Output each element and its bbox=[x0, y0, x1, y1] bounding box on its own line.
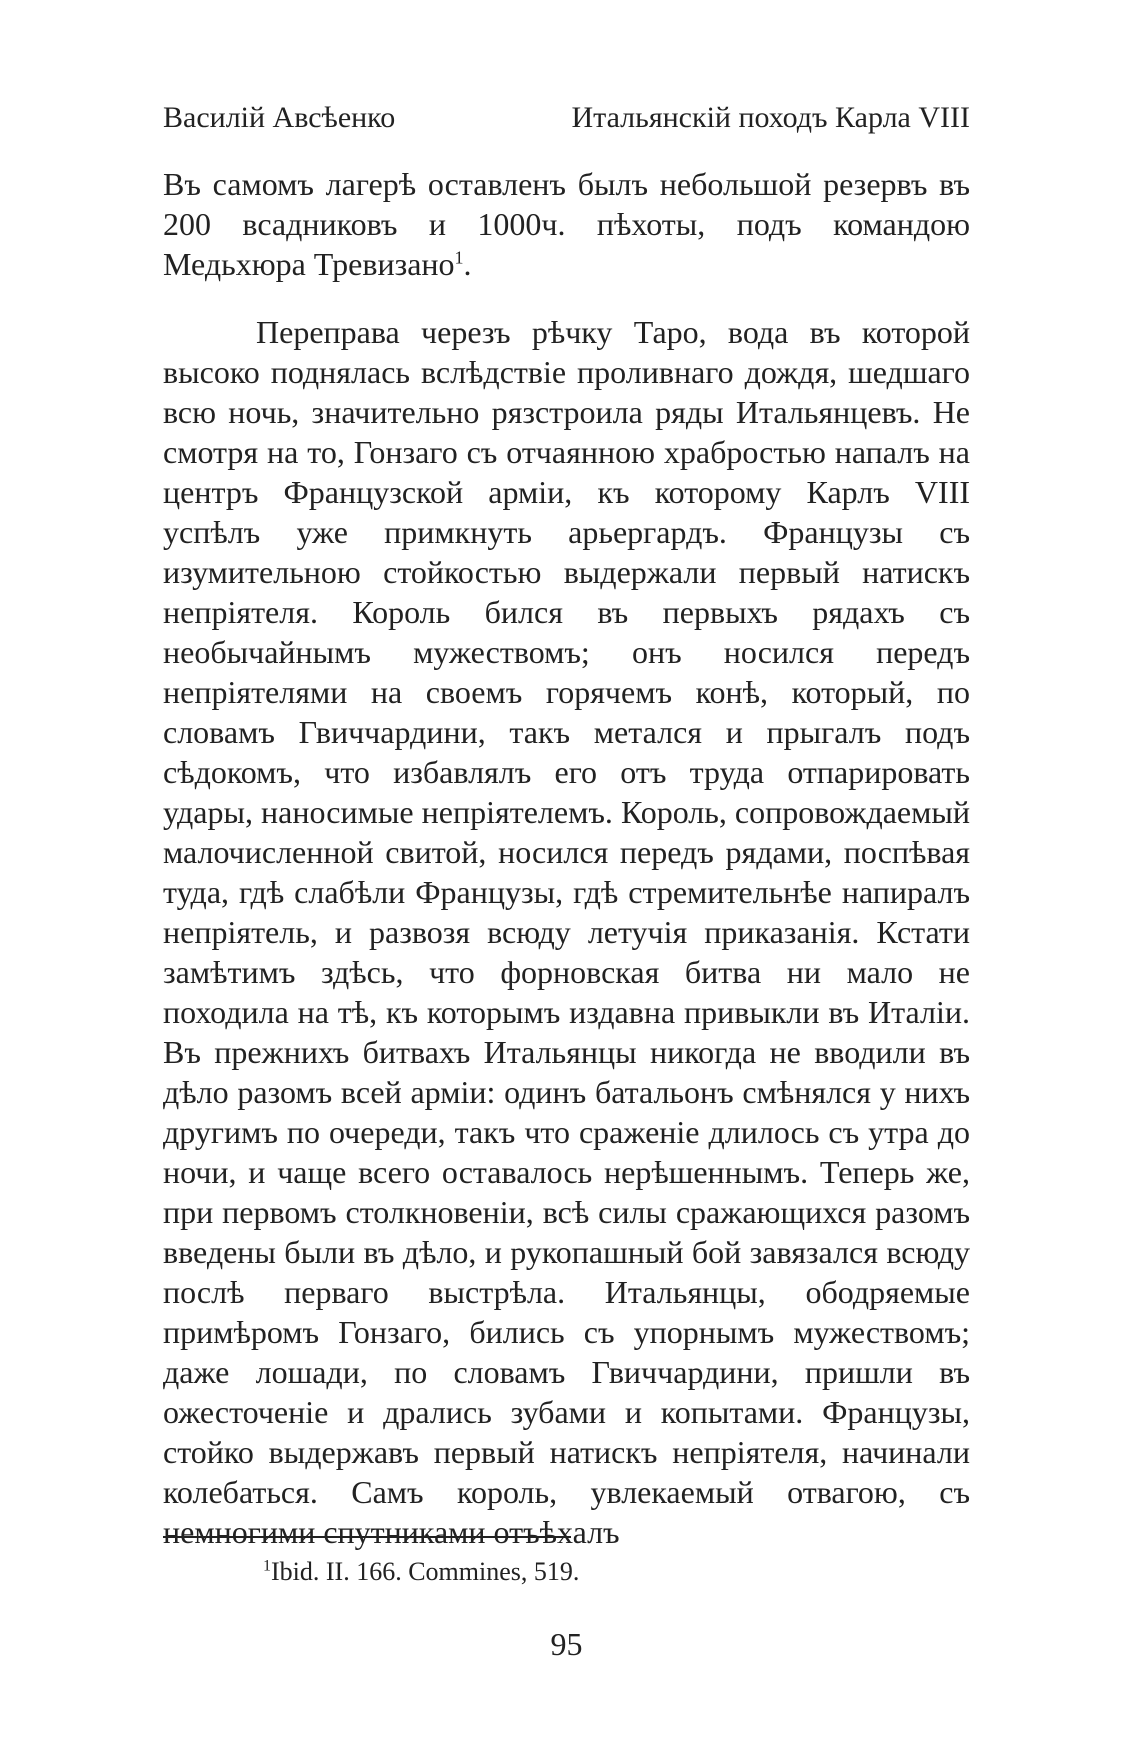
paragraph-1-text: Въ самомъ лагерѣ оставленъ былъ небольшой резервъ въ 200 всадниковъ и 1000ч. пѣхоты, подъ командою Медьхюра Тревизано bbox=[163, 166, 970, 282]
main-text bbox=[163, 164, 970, 1552]
page-number: 95 bbox=[550, 1626, 583, 1662]
header-author: Василій Авсѣенко bbox=[163, 101, 396, 134]
footnote-text: Ibid. II. 166. Commines, 519. bbox=[271, 1557, 580, 1586]
paragraph-1 bbox=[163, 164, 970, 284]
footnote bbox=[263, 1554, 579, 1590]
footnote-marker: 1 bbox=[263, 1557, 271, 1575]
header-title: Итальянскій походъ Карла VIII bbox=[571, 101, 970, 134]
footnote-reference: 1 bbox=[454, 247, 464, 268]
paragraph-1-end: . bbox=[463, 246, 472, 282]
footnote-divider bbox=[163, 1536, 571, 1538]
running-header bbox=[163, 98, 970, 138]
paragraph-2: Переправа черезъ рѣчку Таро, вода въ которой высоко поднялась вслѣдствіе проливнаго дождя, шедшаго всю ночь, значительно рязстроила ряды Итальянцевъ. Не смотря на то, Гонзаго съ отчаянною храбростью напалъ на центръ Французской арміи, къ которому Карлъ VIII успѣлъ уже примкнуть арьергардъ. Французы съ изумительною стойкостью выдержали первый натискъ непріятеля. Король бился въ первыхъ рядахъ съ необычайнымъ мужествомъ; онъ носился передъ непріятелями на своемъ горячемъ конѣ, который, по словамъ Гвиччардини, такъ метался и прыгалъ подъ сѣдокомъ, что избавлялъ его отъ труда отпарировать удары, наносимые непріятелемъ. Король, сопровождаемый малочисленной свитой, носился передъ рядами, поспѣвая туда, гдѣ слабѣли Французы, гдѣ стремительнѣе напиралъ непріятель, и развозя всюду летучія приказанія. Кстати замѣтимъ здѣсь, что форновская битва ни мало не походила на тѣ, къ которымъ издавна привыкли въ Италіи. Въ прежнихъ битвахъ Итальянцы никогда не вводили въ дѣло разомъ всей арміи: одинъ батальонъ смѣнялся у нихъ другимъ по очереди, такъ что сраженіе длилось съ утра до ночи, и чаще всего оставалось нерѣшеннымъ. Теперь же, при первомъ столкновеніи, всѣ силы сражающихся разомъ введены были въ дѣло, и рукопашный бой завязался всюду послѣ перваго выстрѣла. Итальянцы, ободряемые примѣромъ Гонзаго, бились съ упорнымъ мужествомъ; даже лошади, по словамъ Гвиччардини, пришли въ ожесточеніе и дрались зубами и копытами. Французы, стойко выдержавъ первый натискъ непріятеля, начинали колебаться. Самъ король, увлекаемый отвагою, съ немногими спутниками отъѣхалъ bbox=[163, 314, 970, 1550]
